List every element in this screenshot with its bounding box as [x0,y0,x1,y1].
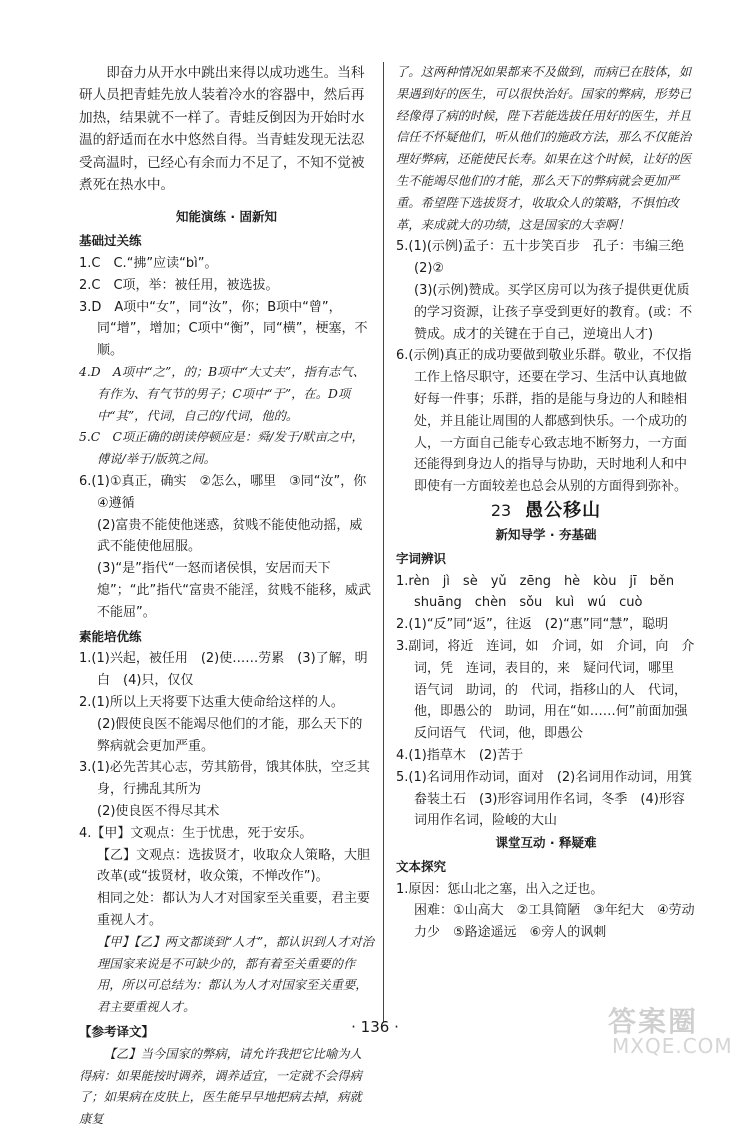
lesson-name: 愚公移山 [525,499,602,521]
lesson-title [396,498,696,524]
answer-item: 2.(1)所以上天将要下达重大使命给这样的人。 [79,694,344,710]
reference-translation: 【乙】当今国家的弊病，请允许我把它比喻为人得病：如果能按时调养，调养适宜，一定就不会得病了；如果病在皮肤上，医生能早早地把病去掉，病就康复 [79,1046,362,1127]
answer-item: 3.副词，将近 连词，如 介词，如 介词，向 介词，凭 连词，表目的，来 疑问代词，哪里 语气词 助词，的 代词，指移山的人 代词，他，即愚公的 助词，用在“如……何”前面加强反问语气 代词，他，即愚公 [396,638,695,742]
lesson-number: 23 [490,500,512,520]
right-column [396,62,696,944]
section-title-zhineng: 知能演练 · 固新知 [176,209,277,225]
answer-item: (2)富贵不能使他迷惑，贫贱不能使他动摇，威武不能使他屈服。 [97,517,363,555]
page-number: · 136 · [351,1018,399,1036]
answer-item: 3.(1)必先苦其心志，劳其筋骨，饿其体肤，空乏其身，行拂乱其所为 [79,760,370,798]
answer-item: (3)(示例)赞成。买学区房可以为孩子提供更优质的学习资源，让孩子享受到更好的教育。(或：不赞成。成才的关键在于自己，逆境出人才) [414,282,693,342]
watermark-logo [608,1000,736,1060]
answer-item: 困难：①山高大 ②工具简陋 ③年纪大 ④劳动力少 ⑤路途遥远 ⑥旁人的讽刺 [414,903,695,941]
intro-paragraph: 即奋力从开水中跳出来得以成功逃生。当科研人员把青蛙先放人装着冷水的容器中，然后再加热，结果就不一样了。青蛙反倒因为开始时水温的舒适而在水中悠然自得。当青蛙发现无法忍受高温时，已经心有余而力不足了，不知不觉被煮死在热水中。 [79,65,365,194]
answer-item: 相同之处：都认为人才对国家至关重要，君主要重视人才。 [97,891,371,928]
answer-item: 5.(1)(示例)孟子：五十步笑百步 孔子：韦编三绝 [396,239,684,255]
column-divider [383,62,384,1022]
answer-item: (2)② [414,261,445,277]
reference-label: 【参考译文】 [79,1023,155,1039]
answer-item: (2)假使良医不能竭尽他们的才能，那么天下的弊病就会更加严重。 [97,716,363,754]
answer-item: 6.(示例)真正的成功要做到敬业乐群。敬业，不仅指工作上恪尽职守，还要在学习、生活中认真地做好每一件事；乐群，指的是能与身边的人和睦相处，并且能让周围的人都感到快乐。一个成功的人，一方面自己能专心致志地不断努力，一方面还能得到身边人的指导与协助，天时地利人和中即使有一方面较差也总会从别的方面得到弥补。 [396,348,692,495]
answer-item: 4.【甲】文观点：生于忧患，死于安乐。 [79,825,313,841]
word-label: 字词辨识 [396,550,447,566]
answer-item: 2.C C项，举：被任用，被选拔。 [79,277,279,293]
answer-item: (3)“是”指代“一怒而诸侯惧，安居而天下熄”；“此”指代“富贵不能淫，贫贱不能移，威武不能屈”。 [97,561,371,620]
answer-item: 3.D A项中“女”，同“汝”，你；B项中“曾”，同“增”，增加；C项中“衡”，同“横”，梗塞，不顺。 [79,299,368,359]
answer-item: 2.(1)“反”同“返”，往返 (2)“惠”同“慧”，聪明 [396,617,669,633]
answer-item: 5.(1)名词用作动词，面对 (2)名词用作动词，用箕畚装土石 (3)形容词用作名词，冬季 (4)形容词用作名词，险峻的大山 [396,769,693,829]
answer-item: 1.原因：惩山北之塞，出入之迂也。 [396,881,604,897]
section-title-xinzhi: 新知导学 · 夯基础 [495,526,597,542]
translation-continued: 了。这两种情况如果都来不及做到，而病已在肢体，如果遇到好的医生，可以很快治好。国家的弊病，形势已经像得了病的时候，陛下若能选拔任用好的医生，并且信任不怀疑他们，听从他们的施政方法，那么不仅能治理好弊病，还能使民长寿。如果在这个时候，让好的医生不能竭尽他们的才能，那么天下的弊病就会更加严重。希望陛下选拔贤才，收取众人的策略，不惧怕改革，来成就大的功绩，这是国家的大幸啊！ [396,65,692,232]
answer-item: 4.D A项中“之”，的；B项中“大丈夫”，指有志气、有作为、有气节的男子；C项中“于”，在。D项中“其”，代词，自己的/代词，他的。 [79,365,365,423]
answer-item: 【甲】【乙】两文都谈到“人才”，都认识到人才对治理国家来说是不可缺少的，都有着至关重要的作用，所以可总结为：都认为人才对国家至关重要，君主要重视人才。 [97,934,374,1015]
answer-item: 4.(1)指草木 (2)苦于 [396,747,524,763]
answer-item: 1.rèn jì sè yǔ zēng hè kòu jī běn shuāng chèn sǒu kuì wú cuò [396,573,688,611]
section-title-ketang: 课堂互动 · 释疑难 [495,835,597,851]
answer-item: 6.(1)①真正，确实 ②怎么，哪里 ③同“汝”，你 ④遵循 [79,474,380,511]
answer-item: 1.C C.“拂”应读“bì”。 [79,256,218,272]
answer-item: (2)使良医不得尽其术 [97,803,220,819]
improve-label: 素能培优练 [79,628,142,644]
text-label: 文本探究 [396,858,447,874]
watermark-text: 答案圈 [608,1005,699,1038]
answer-item: 5.C C项正确的朗读停顿应是：舜/发于/畎亩之中，傅说/举于/版筑之间。 [79,430,364,467]
answer-item: 1.(1)兴起，被任用 (2)使……劳累 (3)了解，明白 (4)只，仅仅 [79,651,368,689]
watermark-url: MXQE.COM [612,1034,733,1058]
basic-label: 基础过关练 [79,233,142,249]
answer-item: 【乙】文观点：选拔贤才，收取众人策略，大胆改革(或“拔贤材，收众策，不惮改作”)。 [97,847,371,885]
